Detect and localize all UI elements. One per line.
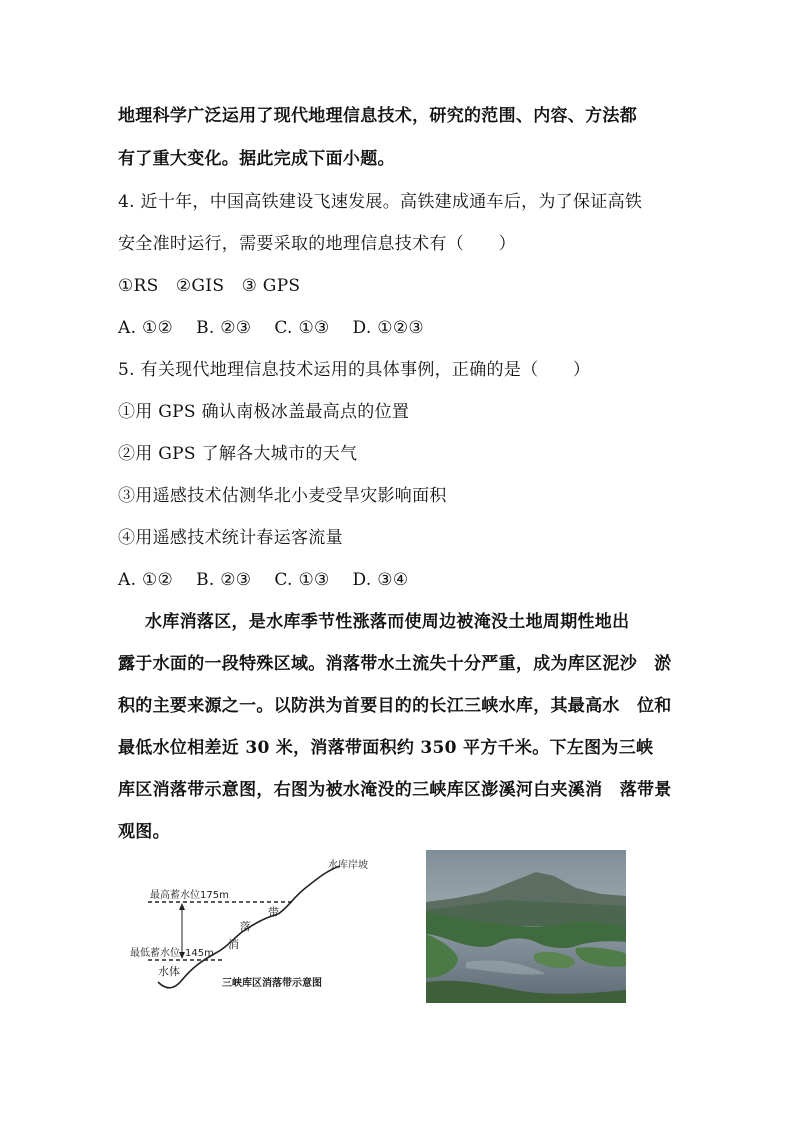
passage-line-6: 观图。 bbox=[118, 822, 170, 842]
question-5-options: A. ①② B. ②③ C. ①③ D. ③④ bbox=[118, 570, 409, 590]
label-reservoir-slope: 水库岸坡 bbox=[328, 860, 368, 871]
label-lowest-level: 最低蓄水位 bbox=[130, 948, 180, 959]
question-4-options: A. ①② B. ②③ C. ①③ D. ①②③ bbox=[118, 318, 424, 338]
drawdown-zone-diagram bbox=[118, 850, 398, 1000]
label-water-body: 水体 bbox=[158, 965, 180, 978]
passage-line-2: 露于水面的一段特殊区域。消落带水土流失十分严重，成为库区泥沙 淤 bbox=[118, 654, 672, 674]
diagram-caption: 三峡库区消落带示意图 bbox=[222, 978, 322, 989]
question-5-item-3: ③用遥感技术估测华北小麦受旱灾影响面积 bbox=[118, 486, 447, 506]
label-zone-char-1: 消 bbox=[228, 938, 239, 951]
label-145m: 145m bbox=[185, 948, 214, 959]
question-5-item-4: ④用遥感技术统计春运客流量 bbox=[118, 528, 343, 548]
intro-line-2: 有了重大变化。据此完成下面小题。 bbox=[118, 149, 395, 169]
label-zone-char-3: 带 bbox=[268, 906, 279, 919]
question-4-items: ①RS ②GIS ③ GPS bbox=[118, 276, 301, 296]
reservoir-landscape-photo bbox=[426, 850, 626, 1003]
question-5-item-2: ②用 GPS 了解各大城市的天气 bbox=[118, 444, 358, 464]
question-5-item-1: ①用 GPS 确认南极冰盖最高点的位置 bbox=[118, 402, 410, 422]
passage-line-1: 水库消落区，是水库季节性涨落而使周边被淹没土地周期性地出 bbox=[145, 612, 630, 632]
passage-line-4: 最低水位相差近 30 米，消落带面积约 350 平方千米。下左图为三峡 bbox=[118, 738, 654, 758]
intro-line-1: 地理科学广泛运用了现代地理信息技术，研究的范围、内容、方法都 bbox=[118, 106, 637, 126]
label-highest-level: 最高蓄水位175m bbox=[150, 890, 229, 901]
label-zone-char-2: 落 bbox=[240, 920, 251, 933]
question-4-stem-line-2: 安全准时运行，需要采取的地理信息技术有（ ） bbox=[118, 234, 516, 254]
question-5-stem: 5. 有关现代地理信息技术运用的具体事例，正确的是（ ） bbox=[118, 360, 591, 380]
passage-line-5: 库区消落带示意图，右图为被水淹没的三峡库区澎溪河白夹溪消 落带景 bbox=[118, 780, 672, 800]
question-4-stem-line-1: 4. 近十年，中国高铁建设飞速发展。高铁建成通车后，为了保证高铁 bbox=[118, 192, 643, 212]
passage-line-3: 积的主要来源之一。以防洪为首要目的的长江三峡水库，其最高水 位和 bbox=[118, 696, 672, 716]
